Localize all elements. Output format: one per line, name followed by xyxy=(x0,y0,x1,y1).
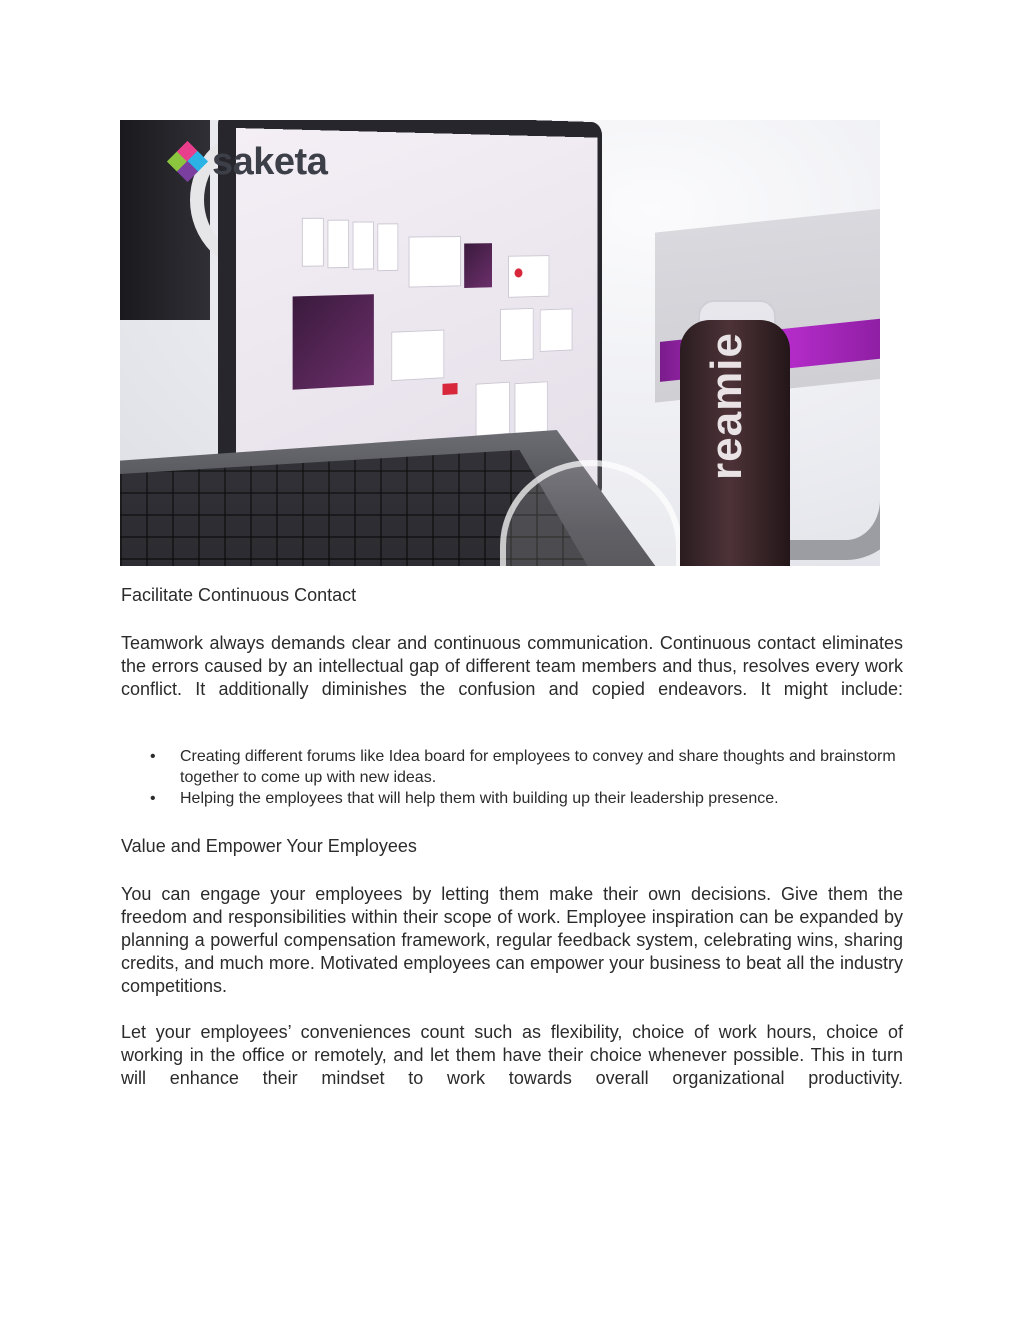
screen-dark-card xyxy=(293,294,374,390)
bullet-icon: • xyxy=(150,748,156,765)
screen-card xyxy=(540,308,573,352)
list-item xyxy=(121,746,911,788)
screen-card xyxy=(500,308,533,361)
screen-red-card xyxy=(443,383,458,395)
bullet-list xyxy=(121,746,911,809)
screen-card xyxy=(377,223,398,271)
screen-card xyxy=(391,330,444,382)
list-item xyxy=(121,788,911,809)
screen-card xyxy=(409,236,461,287)
section-heading: Facilitate Continuous Contact xyxy=(121,585,357,605)
section-paragraph: Teamwork always demands clear and continuous communication. Continuous contact eliminates the errors caused by an intellectual gap of different team members and thus, resolves every work conflict. It additionally diminishes the confusion and copied endeavors. It might include: xyxy=(121,633,903,699)
section-paragraph: You can engage your employees by letting them make their own decisions. Give them the freedom and responsibilities within their scope of work. Employee inspiration can be expanded by planning a powerful compensation framework, regular feedback system, celebrating wins, sharing credits, and much more. Motivated employees can empower your business to beat all the industry competitions. xyxy=(121,884,903,996)
screen-card xyxy=(353,222,374,270)
screen-card xyxy=(515,381,548,435)
photo-bottle-label: reamie xyxy=(702,332,751,480)
screen-card xyxy=(327,220,349,269)
section-heading: Value and Empower Your Employees xyxy=(121,836,417,856)
screen-card xyxy=(302,218,324,267)
logo-wordmark: saketa xyxy=(212,141,328,183)
list-item-text: Helping the employees that will help them with building up their leadership presence. xyxy=(180,790,779,807)
section-paragraph: Let your employees’ conveniences count such as flexibility, choice of work hours, choice of working in the office or remotely, and let them have their choice whenever possible. This in turn will enhance their mindset to work towards overall organizational productivity. xyxy=(121,1022,903,1088)
saketa-logo xyxy=(168,140,348,190)
list-item-text: Creating different forums like Idea board for employees to convey and share thoughts and brainstorm together to come up with new ideas. xyxy=(180,748,896,786)
screen-card xyxy=(508,255,549,298)
screen-dark-card xyxy=(464,243,492,288)
screen-card xyxy=(476,382,510,437)
bullet-icon: • xyxy=(150,790,156,807)
